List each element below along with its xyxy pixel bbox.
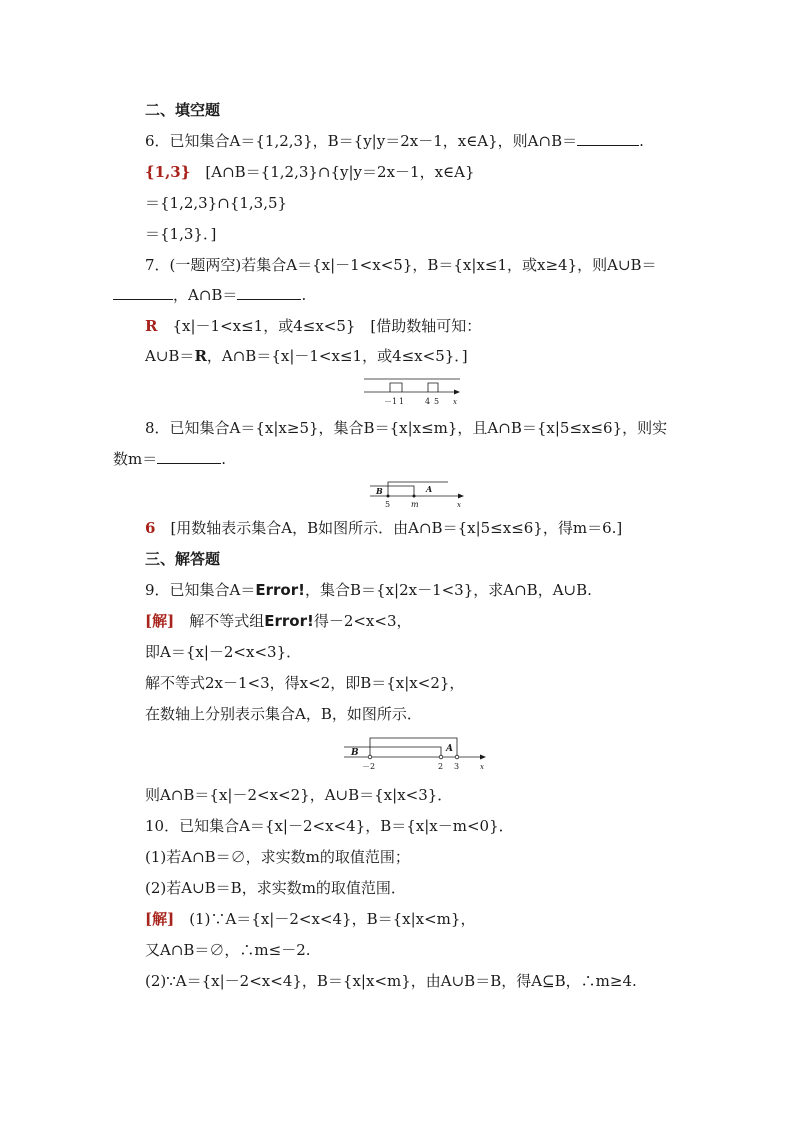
question-10-part-1: (1)若A∩B＝∅，求实数m的取值范围；	[145, 848, 410, 866]
question-8-line-2	[113, 449, 226, 469]
answer-blank	[157, 449, 221, 464]
point-m	[413, 495, 416, 498]
answer-7-explanation: {x|－1<x≤1，或4≤x<5} [借助数轴可知：	[157, 317, 482, 335]
interval-a-left	[390, 383, 402, 392]
answer-8-value: 6	[145, 519, 156, 537]
question-7-end: .	[301, 286, 307, 304]
answer-10-line-3: (2)∵A＝{x|－2<x<4}，B＝{x|x<m}，由A∪B＝B，得A⊆B，∴m≥4.	[145, 972, 637, 990]
question-10: 10．已知集合A＝{x|－2<x<4}，B＝{x|x－m<0}．	[145, 817, 514, 835]
answer-7-line-2	[145, 346, 468, 366]
axis-arrow	[480, 755, 486, 760]
answer-9-line-2: 即A＝{x|－2<x<3}．	[145, 643, 302, 661]
question-10-part-2: (2)若A∪B＝B，求实数m的取值范围．	[145, 879, 406, 897]
axis-label: x	[457, 501, 461, 509]
tick-label: 1	[399, 397, 405, 406]
answer-7-union-label: A∪B＝	[145, 347, 195, 365]
question-9-suffix: ，集合B＝{x|2x－1<3}，求A∩B，A∪B.	[304, 581, 592, 599]
question-8-prefix: 数m＝	[113, 450, 158, 468]
answer-7-line-1	[145, 316, 481, 336]
tick-label: －2	[362, 762, 376, 771]
open-point	[455, 755, 459, 759]
interval-a	[370, 738, 457, 757]
interval-a	[388, 482, 448, 496]
answer-9-line-3: 解不等式2x－1<3，得x<2，即B＝{x|x<2}，	[145, 674, 465, 692]
number-line-figure-7	[362, 374, 462, 406]
axis-arrow	[458, 494, 464, 499]
axis-label: x	[453, 398, 457, 406]
answer-6-line-1	[145, 162, 475, 182]
answer-6-line-3: ＝{1,3}．]	[145, 225, 217, 243]
answer-9-line-1	[145, 611, 412, 631]
answer-7-intersection: ，A∩B＝{x|－1<x≤1，或4≤x<5}．]	[206, 347, 468, 365]
answer-9-line-5: 则A∩B＝{x|－2<x<2}，A∪B＝{x|x<3}．	[145, 786, 453, 804]
answer-blank	[577, 131, 639, 146]
set-label-b: B	[351, 748, 359, 758]
question-9	[145, 580, 592, 600]
number-line-figure-9	[340, 733, 490, 773]
question-7-line-2	[113, 285, 306, 305]
section-heading-solve: 三、解答题	[145, 550, 221, 568]
answer-6-value: {1,3}	[145, 163, 191, 181]
question-6-text: 6．已知集合A＝{1,2,3}，B＝{y|y＝2x－1，x∈A}，则A∩B＝	[145, 132, 578, 150]
question-8-line-1: 8．已知集合A＝{x|x≥5}，集合B＝{x|x≤m}，且A∩B＝{x|5≤x≤6}，则实	[145, 419, 668, 437]
answer-9-step: 解不等式组	[174, 612, 265, 630]
question-9-prefix: 9．已知集合A＝	[145, 581, 256, 599]
question-6	[145, 131, 644, 151]
question-7-line-1: 7．(一题两空)若集合A＝{x|－1<x<5}，B＝{x|x≤1，或x≥4}，则A∪B＝	[145, 256, 657, 274]
tick-label: 5	[385, 500, 391, 509]
number-line-figure-8	[366, 478, 466, 510]
answer-8-line	[145, 518, 622, 538]
tick-label: 3	[454, 762, 460, 771]
answer-7-union-value: R	[194, 347, 207, 365]
solution-tag: [解]	[145, 910, 175, 928]
answer-10-step-1: (1)∵A＝{x|－2<x<4}，B＝{x|x<m}，	[174, 910, 476, 928]
question-6-end: .	[639, 132, 644, 150]
answer-10-line-1	[145, 909, 475, 929]
tick-label: －1	[384, 397, 398, 406]
error-placeholder: Error!	[255, 581, 305, 599]
set-label-a: A	[426, 484, 433, 494]
set-label-b: B	[376, 486, 383, 496]
answer-8-explanation: [用数轴表示集合A，B如图所示．由A∩B＝{x|5≤x≤6}，得m＝6.]	[155, 519, 623, 537]
answer-9-line-4: 在数轴上分别表示集合A，B，如图所示．	[145, 705, 422, 723]
open-point	[439, 755, 443, 759]
tick-label: m	[411, 500, 419, 509]
answer-7-value: R	[145, 317, 158, 335]
answer-blank	[237, 285, 301, 300]
question-8-end: .	[221, 450, 227, 468]
section-heading-fill-in: 二、填空题	[145, 101, 221, 119]
axis-arrow	[454, 390, 460, 395]
answer-10-line-2: 又A∩B＝∅，∴m≤－2.	[145, 941, 311, 959]
answer-blank	[113, 285, 173, 300]
set-label-a: A	[446, 744, 453, 754]
solution-tag: [解]	[145, 612, 175, 630]
error-placeholder: Error!	[264, 612, 314, 630]
tick-label: 4	[425, 397, 431, 406]
answer-9-result: 得－2<x<3，	[313, 612, 412, 630]
point-5	[387, 495, 390, 498]
answer-6-line-2: ＝{1,2,3}∩{1,3,5}	[145, 194, 288, 212]
answer-6-explanation: [A∩B＝{1,2,3}∩{y|y＝2x－1，x∈A}	[190, 163, 475, 181]
open-point	[368, 755, 372, 759]
interval-a-right	[428, 383, 438, 392]
question-7-mid: ，A∩B＝	[173, 286, 238, 304]
tick-label: 5	[434, 397, 440, 406]
axis-label: x	[480, 763, 484, 771]
tick-label: 2	[438, 762, 444, 771]
